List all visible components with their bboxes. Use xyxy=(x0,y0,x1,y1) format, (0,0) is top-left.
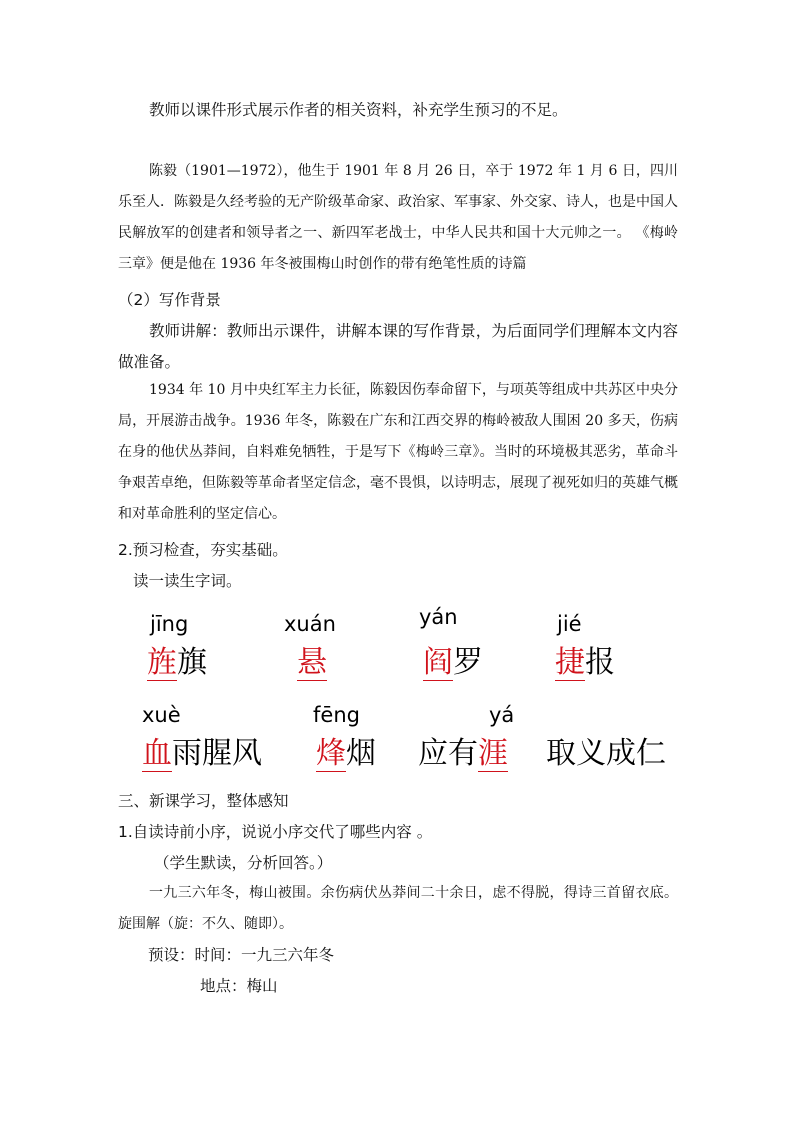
teacher-explain-paragraph: 教师讲解：教师出示课件，讲解本课的写作背景，为后面同学们理解本文内容做准备。 xyxy=(118,322,678,371)
vocab-word-fengyan xyxy=(316,728,376,772)
vocab-word-yingyouya xyxy=(418,728,508,772)
pinyin-feng: fēng xyxy=(313,703,360,727)
question-1: 1.自读诗前小序，说说小序交代了哪些内容 。 xyxy=(118,823,433,841)
target-char: 烽 xyxy=(316,736,346,771)
vocab-word-xueyuxingfeng xyxy=(142,728,262,772)
word-rest: 旗 xyxy=(177,645,207,680)
vocab-word-jiebao xyxy=(555,637,615,681)
target-char: 阎 xyxy=(423,645,453,680)
preset-place-line: 地点：梅山 xyxy=(200,977,278,995)
vocab-word-jingqi xyxy=(147,637,207,681)
word-rest: 罗 xyxy=(453,645,483,680)
intro-paragraph: 教师以课件形式展示作者的相关资料，补充学生预习的不足。 xyxy=(149,101,568,119)
section-new-lesson-title: 三、新课学习，整体感知 xyxy=(118,792,289,810)
section-writing-background-title: （2）写作背景 xyxy=(118,291,221,309)
read-words-title: 读一读生字词。 xyxy=(133,572,242,590)
word-prefix: 应有 xyxy=(418,736,478,771)
pinyin-xuan: xuán xyxy=(284,612,336,636)
question-1-note: （学生默读，分析回答。） xyxy=(154,854,333,872)
preset-time-line: 预设：时间：一九三六年冬 xyxy=(148,946,335,964)
preface-paragraph: 一九三六年冬，梅山被围。余伤病伏丛莽间二十余日，虑不得脱，得诗三首留衣底。旋围解（旋：不久、随即）。 xyxy=(118,885,678,932)
word-rest: 烟 xyxy=(346,736,376,771)
preview-check-title: 2.预习检查，夯实基础。 xyxy=(118,541,288,559)
word-rest: 雨腥风 xyxy=(172,736,262,771)
background-paragraph: 1934 年 10 月中央红军主力长征，陈毅因伤奉命留下，与项英等组成中共苏区中央分局，开展游击战争。1936 年冬，陈毅在广东和江西交界的梅岭被敌人围困 20 多天，伤病在身的他伏丛莽间，自料难免牺牲，于是写下《梅岭三章》。当时的环境极其恶劣，革命斗争艰苦卓绝，但陈毅等革命者坚定信念，毫不畏惧，以诗明志，展现了视死如归的英雄气概和对革命胜利的坚定信心。 xyxy=(118,382,678,522)
vocab-word-yanluo xyxy=(423,637,483,681)
target-char: 悬 xyxy=(297,645,327,680)
pinyin-yan: yán xyxy=(419,605,458,629)
pinyin-ya: yá xyxy=(489,703,515,727)
target-char: 血 xyxy=(142,736,172,771)
bio-paragraph: 陈毅（1901—1972），他生于 1901 年 8 月 26 日，卒于 1972 年 1 月 6 日，四川乐至人．陈毅是久经考验的无产阶级革命家、政治家、军事家、外交家、诗人，也是中国人民解放军的创建者和领导者之一、新四军老战士，中华人民共和国十大元帅之一。 《梅岭三章》便是他在 1936 年冬被围梅山时创作的带有绝笔性质的诗篇 xyxy=(118,163,678,272)
target-char: 捷 xyxy=(555,645,585,680)
pinyin-jie: jié xyxy=(557,612,582,636)
word-rest: 报 xyxy=(585,645,615,680)
target-char: 涯 xyxy=(478,736,508,771)
vocab-word-xuan xyxy=(297,637,327,681)
pinyin-xue: xuè xyxy=(142,703,181,727)
pinyin-jing: jīng xyxy=(150,612,189,636)
vocab-word-quyichengren: 取义成仁 xyxy=(546,736,666,771)
target-char: 旌 xyxy=(147,645,177,680)
